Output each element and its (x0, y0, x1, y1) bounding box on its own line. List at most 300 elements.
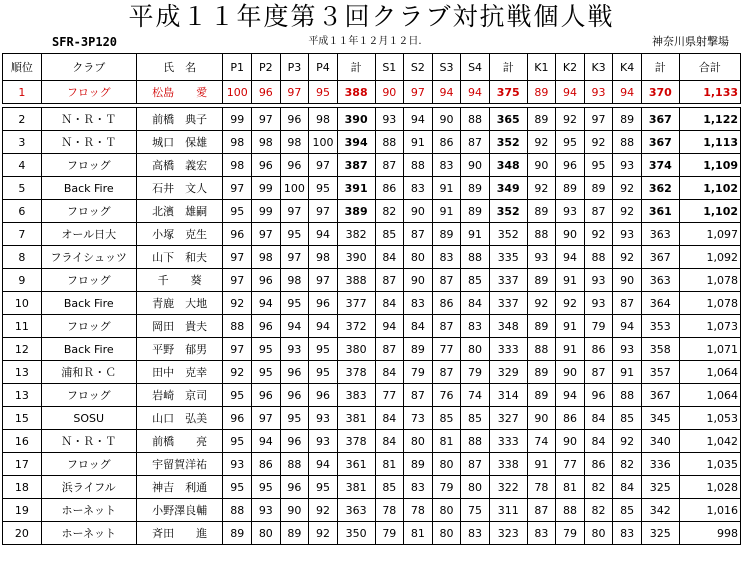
cell-k4: 83 (613, 522, 642, 545)
cell-k-total: 370 (641, 81, 679, 104)
cell-p4: 94 (309, 223, 338, 246)
table-row (3, 430, 741, 453)
cell-p2: 94 (252, 430, 281, 453)
cell-k1: 90 (527, 154, 556, 177)
cell-p1: 97 (223, 246, 252, 269)
cell-s2: 80 (404, 430, 433, 453)
cell-grand-total: 1,078 (679, 292, 740, 315)
table-row (3, 154, 741, 177)
cell-s2: 81 (404, 522, 433, 545)
cell-s3: 94 (432, 81, 461, 104)
cell-grand-total: 1,078 (679, 269, 740, 292)
table-row (3, 361, 741, 384)
cell-p1: 88 (223, 499, 252, 522)
cell-k2: 91 (556, 269, 585, 292)
cell-grand-total: 1,122 (679, 108, 740, 131)
cell-s-total: 352 (489, 223, 527, 246)
table-header-row (3, 54, 741, 81)
cell-p-total: 378 (337, 430, 375, 453)
cell-k-total: 363 (641, 269, 679, 292)
cell-p3: 96 (280, 384, 309, 407)
cell-k4: 93 (613, 338, 642, 361)
cell-k-total: 363 (641, 223, 679, 246)
cell-k4: 93 (613, 223, 642, 246)
cell-s-total: 352 (489, 200, 527, 223)
cell-k2: 89 (556, 177, 585, 200)
cell-grand-total: 1,133 (679, 81, 740, 104)
cell-s2: 88 (404, 154, 433, 177)
cell-grand-total: 1,053 (679, 407, 740, 430)
cell-p1: 98 (223, 154, 252, 177)
cell-grand-total: 1,092 (679, 246, 740, 269)
cell-k4: 87 (613, 292, 642, 315)
cell-grand-total: 1,042 (679, 430, 740, 453)
cell-k3: 87 (584, 200, 613, 223)
cell-name: 小塚 克生 (136, 223, 223, 246)
cell-s2: 78 (404, 499, 433, 522)
cell-rank: 10 (3, 292, 42, 315)
cell-s3: 87 (432, 315, 461, 338)
cell-k3: 92 (584, 223, 613, 246)
cell-p4: 93 (309, 430, 338, 453)
cell-s4: 80 (461, 476, 490, 499)
cell-p3: 98 (280, 131, 309, 154)
cell-k3: 93 (584, 81, 613, 104)
cell-p1: 93 (223, 453, 252, 476)
cell-k-total: 362 (641, 177, 679, 200)
cell-k2: 90 (556, 361, 585, 384)
cell-club: 浜ライフル (41, 476, 136, 499)
cell-s3: 79 (432, 476, 461, 499)
cell-s1: 87 (375, 154, 404, 177)
cell-p3: 96 (280, 361, 309, 384)
table-row (3, 407, 741, 430)
header-p-total: 計 (337, 54, 375, 81)
cell-s2: 84 (404, 315, 433, 338)
cell-k-total: 374 (641, 154, 679, 177)
cell-s2: 89 (404, 338, 433, 361)
cell-s2: 83 (404, 177, 433, 200)
cell-club: フロッグ (41, 200, 136, 223)
cell-k1: 83 (527, 522, 556, 545)
cell-s1: 85 (375, 476, 404, 499)
cell-k-total: 358 (641, 338, 679, 361)
cell-name: 山下 和夫 (136, 246, 223, 269)
cell-k3: 97 (584, 108, 613, 131)
cell-s4: 83 (461, 522, 490, 545)
cell-rank: 18 (3, 476, 42, 499)
cell-k1: 89 (527, 81, 556, 104)
cell-k-total: 367 (641, 384, 679, 407)
cell-k2: 91 (556, 315, 585, 338)
cell-s-total: 348 (489, 315, 527, 338)
cell-grand-total: 1,035 (679, 453, 740, 476)
cell-s4: 80 (461, 338, 490, 361)
cell-club: オール日大 (41, 223, 136, 246)
cell-s-total: 365 (489, 108, 527, 131)
cell-s-total: 338 (489, 453, 527, 476)
cell-s1: 84 (375, 407, 404, 430)
cell-rank: 3 (3, 131, 42, 154)
cell-rank: 20 (3, 522, 42, 545)
cell-s3: 89 (432, 223, 461, 246)
cell-p4: 95 (309, 81, 338, 104)
cell-k1: 91 (527, 453, 556, 476)
cell-p3: 96 (280, 476, 309, 499)
cell-s-total: 314 (489, 384, 527, 407)
cell-s1: 81 (375, 453, 404, 476)
cell-name: 斉田 進 (136, 522, 223, 545)
cell-s-total: 322 (489, 476, 527, 499)
header-rank: 順位 (3, 54, 42, 81)
cell-s2: 91 (404, 131, 433, 154)
cell-k1: 90 (527, 407, 556, 430)
table-row (3, 476, 741, 499)
cell-p1: 98 (223, 131, 252, 154)
cell-s1: 77 (375, 384, 404, 407)
cell-k2: 92 (556, 292, 585, 315)
cell-p1: 97 (223, 338, 252, 361)
cell-s2: 87 (404, 384, 433, 407)
cell-k2: 91 (556, 338, 585, 361)
cell-s-total: 323 (489, 522, 527, 545)
cell-k2: 93 (556, 200, 585, 223)
cell-p-total: 383 (337, 384, 375, 407)
cell-p3: 93 (280, 338, 309, 361)
cell-club: フロッグ (41, 384, 136, 407)
cell-s1: 88 (375, 131, 404, 154)
cell-rank: 13 (3, 361, 42, 384)
cell-p2: 96 (252, 154, 281, 177)
cell-s2: 89 (404, 453, 433, 476)
cell-p1: 95 (223, 476, 252, 499)
cell-p-total: 388 (337, 269, 375, 292)
cell-rank: 17 (3, 453, 42, 476)
cell-s4: 85 (461, 269, 490, 292)
cell-name: 宇留賀洋祐 (136, 453, 223, 476)
cell-s3: 80 (432, 522, 461, 545)
cell-p2: 99 (252, 200, 281, 223)
cell-k3: 86 (584, 453, 613, 476)
table-row (3, 131, 741, 154)
cell-rank: 13 (3, 384, 42, 407)
cell-k3: 96 (584, 384, 613, 407)
cell-k-total: 361 (641, 200, 679, 223)
cell-p-total: 363 (337, 499, 375, 522)
cell-grand-total: 1,102 (679, 200, 740, 223)
cell-p-total: 382 (337, 223, 375, 246)
cell-name: 前橋 典子 (136, 108, 223, 131)
event-date: 平成１１年１２月１２日. (308, 36, 422, 47)
cell-s-total: 329 (489, 361, 527, 384)
cell-name: 神吉 利通 (136, 476, 223, 499)
cell-s3: 77 (432, 338, 461, 361)
cell-s3: 87 (432, 269, 461, 292)
cell-name: 青鹿 大地 (136, 292, 223, 315)
cell-rank: 6 (3, 200, 42, 223)
header-p4: P4 (309, 54, 338, 81)
cell-k4: 91 (613, 361, 642, 384)
cell-p4: 97 (309, 154, 338, 177)
table-row (3, 200, 741, 223)
cell-rank: 2 (3, 108, 42, 131)
header-p1: P1 (223, 54, 252, 81)
cell-rank: 11 (3, 315, 42, 338)
cell-p2: 93 (252, 499, 281, 522)
cell-k-total: 367 (641, 131, 679, 154)
cell-p4: 97 (309, 269, 338, 292)
cell-k-total: 345 (641, 407, 679, 430)
cell-s3: 85 (432, 407, 461, 430)
cell-p-total: 372 (337, 315, 375, 338)
cell-p3: 97 (280, 200, 309, 223)
cell-s3: 91 (432, 177, 461, 200)
header-s1: S1 (375, 54, 404, 81)
cell-s1: 79 (375, 522, 404, 545)
cell-p3: 89 (280, 522, 309, 545)
cell-k-total: 340 (641, 430, 679, 453)
cell-s1: 78 (375, 499, 404, 522)
cell-k1: 89 (527, 269, 556, 292)
cell-p2: 99 (252, 177, 281, 200)
cell-k3: 79 (584, 315, 613, 338)
cell-name: 松島 愛 (136, 81, 223, 104)
cell-s-total: 348 (489, 154, 527, 177)
cell-p4: 100 (309, 131, 338, 154)
cell-k1: 92 (527, 292, 556, 315)
cell-s1: 90 (375, 81, 404, 104)
cell-k3: 95 (584, 154, 613, 177)
cell-club: フロッグ (41, 81, 136, 104)
cell-p3: 88 (280, 453, 309, 476)
cell-p2: 86 (252, 453, 281, 476)
cell-k2: 90 (556, 430, 585, 453)
cell-p3: 98 (280, 269, 309, 292)
cell-k-total: 325 (641, 522, 679, 545)
cell-k-total: 336 (641, 453, 679, 476)
cell-p-total: 387 (337, 154, 375, 177)
cell-rank: 16 (3, 430, 42, 453)
cell-club: Ｎ・Ｒ・Ｔ (41, 131, 136, 154)
cell-rank: 15 (3, 407, 42, 430)
cell-p4: 94 (309, 315, 338, 338)
cell-p1: 97 (223, 269, 252, 292)
cell-rank: 19 (3, 499, 42, 522)
cell-name: 石井 文人 (136, 177, 223, 200)
cell-s2: 87 (404, 223, 433, 246)
cell-p4: 94 (309, 453, 338, 476)
cell-name: 城口 保雄 (136, 131, 223, 154)
header-p2: P2 (252, 54, 281, 81)
header-p3: P3 (280, 54, 309, 81)
cell-p4: 97 (309, 200, 338, 223)
cell-p-total: 390 (337, 246, 375, 269)
cell-k-total: 367 (641, 108, 679, 131)
table-row (3, 246, 741, 269)
cell-grand-total: 1,028 (679, 476, 740, 499)
cell-k-total: 367 (641, 246, 679, 269)
cell-k4: 92 (613, 430, 642, 453)
cell-s-total: 311 (489, 499, 527, 522)
cell-p1: 95 (223, 200, 252, 223)
cell-club: Back Fire (41, 292, 136, 315)
cell-name: 前橋 亮 (136, 430, 223, 453)
table-row (3, 315, 741, 338)
cell-s1: 86 (375, 177, 404, 200)
cell-k1: 88 (527, 223, 556, 246)
cell-s2: 79 (404, 361, 433, 384)
cell-p-total: 394 (337, 131, 375, 154)
cell-s1: 85 (375, 223, 404, 246)
cell-name: 小野澤良輔 (136, 499, 223, 522)
cell-k2: 94 (556, 384, 585, 407)
cell-p2: 96 (252, 315, 281, 338)
cell-s3: 83 (432, 154, 461, 177)
header-name: 氏 名 (136, 54, 223, 81)
header-k1: K1 (527, 54, 556, 81)
cell-s1: 84 (375, 292, 404, 315)
cell-p2: 95 (252, 361, 281, 384)
cell-name: 北濱 雄嗣 (136, 200, 223, 223)
cell-club: ホーネット (41, 522, 136, 545)
cell-s1: 93 (375, 108, 404, 131)
cell-s-total: 337 (489, 269, 527, 292)
header-s-total: 計 (489, 54, 527, 81)
cell-k3: 89 (584, 177, 613, 200)
cell-k3: 92 (584, 131, 613, 154)
cell-k1: 89 (527, 108, 556, 131)
cell-name: 千 葵 (136, 269, 223, 292)
cell-p-total: 377 (337, 292, 375, 315)
cell-k-total: 342 (641, 499, 679, 522)
cell-grand-total: 998 (679, 522, 740, 545)
header-grand-total: 合計 (679, 54, 740, 81)
header-k3: K3 (584, 54, 613, 81)
cell-p1: 92 (223, 292, 252, 315)
cell-grand-total: 1,071 (679, 338, 740, 361)
cell-p2: 96 (252, 384, 281, 407)
cell-s3: 87 (432, 361, 461, 384)
cell-s3: 81 (432, 430, 461, 453)
cell-k1: 92 (527, 131, 556, 154)
cell-name: 岩崎 京司 (136, 384, 223, 407)
cell-k1: 88 (527, 338, 556, 361)
cell-s4: 79 (461, 361, 490, 384)
cell-k3: 80 (584, 522, 613, 545)
cell-p3: 96 (280, 430, 309, 453)
cell-k1: 89 (527, 384, 556, 407)
cell-p2: 80 (252, 522, 281, 545)
cell-k2: 94 (556, 246, 585, 269)
cell-p3: 95 (280, 407, 309, 430)
cell-s3: 80 (432, 453, 461, 476)
header-k2: K2 (556, 54, 585, 81)
cell-k2: 95 (556, 131, 585, 154)
cell-s2: 94 (404, 108, 433, 131)
cell-grand-total: 1,064 (679, 361, 740, 384)
cell-s2: 73 (404, 407, 433, 430)
cell-grand-total: 1,109 (679, 154, 740, 177)
cell-k4: 92 (613, 246, 642, 269)
cell-p2: 98 (252, 246, 281, 269)
cell-s2: 83 (404, 476, 433, 499)
cell-name: 山口 弘美 (136, 407, 223, 430)
cell-p2: 96 (252, 269, 281, 292)
cell-rank: 1 (3, 81, 42, 104)
cell-s4: 90 (461, 154, 490, 177)
cell-s2: 90 (404, 269, 433, 292)
event-code: SFR-3P120 (52, 35, 118, 49)
cell-s4: 87 (461, 453, 490, 476)
cell-s4: 88 (461, 246, 490, 269)
cell-k3: 84 (584, 430, 613, 453)
header-s4: S4 (461, 54, 490, 81)
cell-rank: 9 (3, 269, 42, 292)
table-row (3, 223, 741, 246)
cell-club: 浦和Ｒ・Ｃ (41, 361, 136, 384)
cell-k3: 86 (584, 338, 613, 361)
cell-s1: 84 (375, 246, 404, 269)
cell-k3: 93 (584, 292, 613, 315)
cell-s-total: 335 (489, 246, 527, 269)
cell-p3: 97 (280, 81, 309, 104)
cell-k3: 87 (584, 361, 613, 384)
cell-s1: 84 (375, 361, 404, 384)
cell-club: SOSU (41, 407, 136, 430)
cell-s-total: 333 (489, 430, 527, 453)
cell-k4: 85 (613, 499, 642, 522)
cell-club: フロッグ (41, 315, 136, 338)
cell-name: 岡田 貴夫 (136, 315, 223, 338)
cell-p-total: 380 (337, 338, 375, 361)
cell-s2: 83 (404, 292, 433, 315)
cell-p4: 95 (309, 361, 338, 384)
cell-p4: 98 (309, 246, 338, 269)
cell-s4: 75 (461, 499, 490, 522)
cell-k2: 81 (556, 476, 585, 499)
cell-s4: 91 (461, 223, 490, 246)
cell-k3: 84 (584, 407, 613, 430)
cell-p2: 98 (252, 131, 281, 154)
cell-k2: 90 (556, 223, 585, 246)
cell-p4: 96 (309, 292, 338, 315)
cell-p4: 95 (309, 476, 338, 499)
cell-p-total: 389 (337, 200, 375, 223)
cell-k4: 94 (613, 315, 642, 338)
cell-p1: 96 (223, 223, 252, 246)
cell-p1: 96 (223, 407, 252, 430)
cell-p1: 97 (223, 177, 252, 200)
cell-s4: 84 (461, 292, 490, 315)
cell-p2: 97 (252, 223, 281, 246)
cell-rank: 5 (3, 177, 42, 200)
cell-p-total: 390 (337, 108, 375, 131)
cell-grand-total: 1,102 (679, 177, 740, 200)
cell-s-total: 352 (489, 131, 527, 154)
cell-k2: 79 (556, 522, 585, 545)
header-k-total: 計 (641, 54, 679, 81)
cell-k1: 92 (527, 177, 556, 200)
cell-k1: 74 (527, 430, 556, 453)
cell-club: フロッグ (41, 154, 136, 177)
cell-k1: 89 (527, 315, 556, 338)
cell-p-total: 391 (337, 177, 375, 200)
page-title: 平成１１年度第３回クラブ対抗戦個人戦 (128, 2, 615, 31)
cell-k4: 92 (613, 177, 642, 200)
cell-k-total: 353 (641, 315, 679, 338)
cell-club: フロッグ (41, 453, 136, 476)
cell-s4: 85 (461, 407, 490, 430)
